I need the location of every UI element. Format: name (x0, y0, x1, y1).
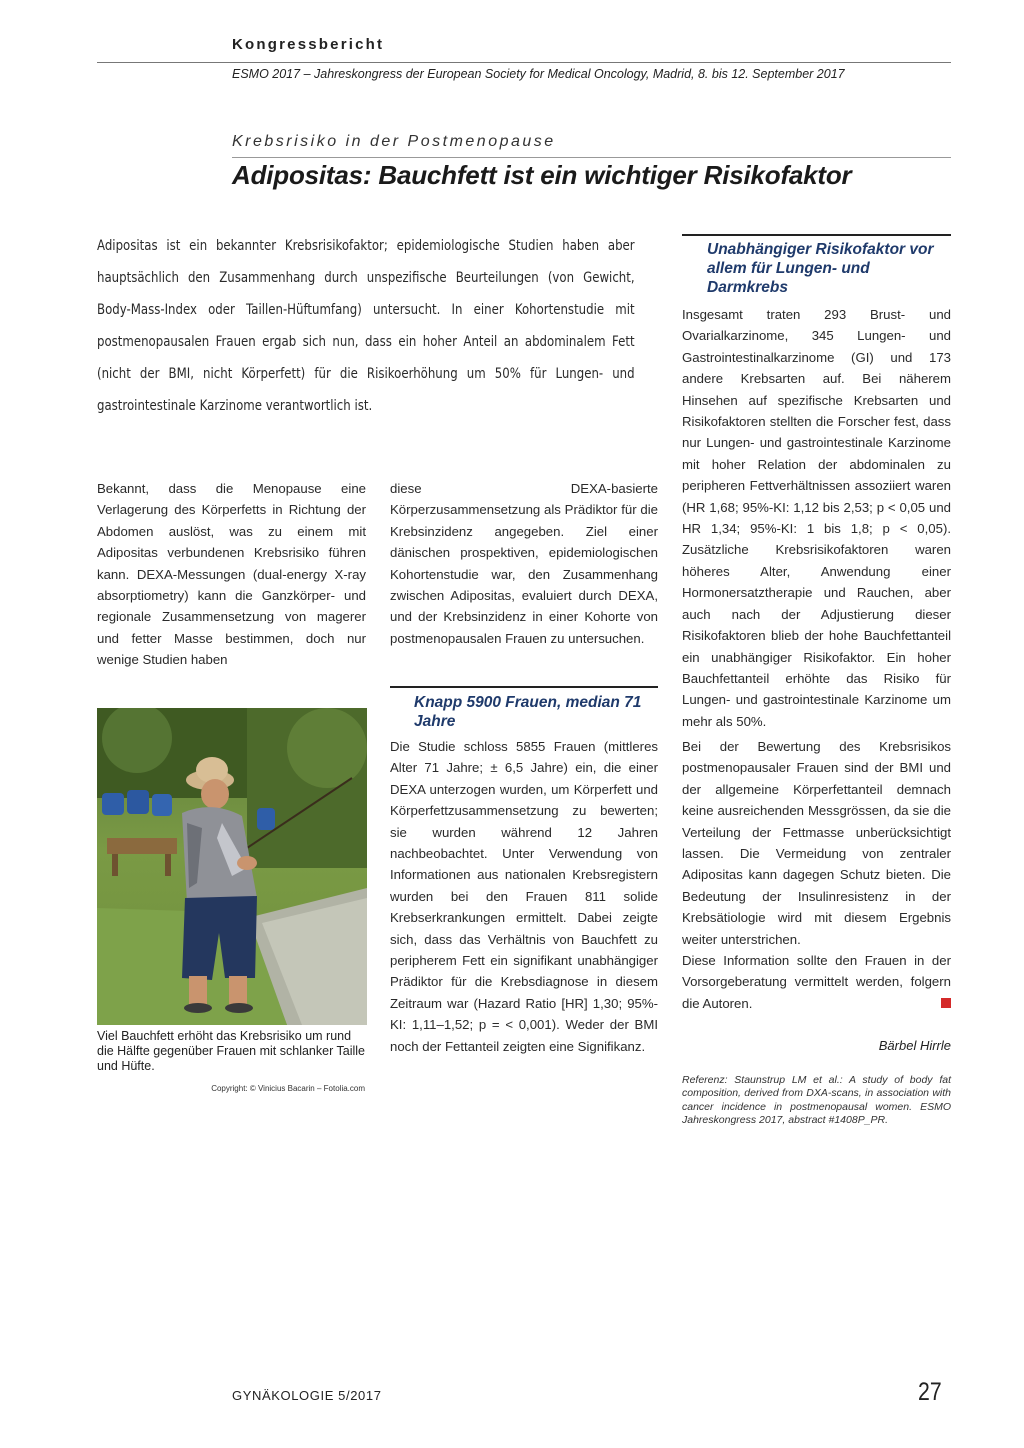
body-column-2-continued: Die Studie schloss 5855 Frauen (mittleres Alter 71 Jahre; ± 6,5 Jahre) ein, die einer DEXA unterzogen wurden, um Körperfett und Körperfettzusammensetzung zu bewerten; sie wurden während 12 Jahren nachbeobachtet. Unter Verwendung von Informationen aus nationalen Krebsregistern wurden bei den Frauen 811 solide Krebserkrankungen ermittelt. Dabei zeigte sich, dass das Verhältnis von Bauchfett zu peripherem Fett ein signifikant unabhängiger Prädiktor für die Krebsdiagnose in diesem Zeitraum war (Hazard Ratio [HR] 1,30; 95%-KI: 1,11–1,52; p = < 0,001). Weder der BMI noch der Fettanteil zeigten eine Signifikanz. (390, 739, 658, 1054)
photo-illustration (97, 708, 367, 1025)
header-divider (97, 62, 951, 63)
article-title: Adipositas: Bauchfett ist ein wichtiger Risikofaktor (232, 160, 852, 190)
article-photo (97, 708, 367, 1025)
reference: Referenz: Staunstrup LM et al.: A study of body fat composition, derived from DXA-scans, in association with cancer incidence in postmenopausal women. ESMO Jahreskongress 2017, abstract #1408P_PR. (682, 1074, 951, 1127)
paragraph-text: Diese Information sollte den Frauen in der Vorsorgeberatung vermittelt werden, folgern die Autoren. (682, 953, 951, 1011)
body-column-1: Bekannt, dass die Menopause eine Verlagerung des Körperfetts in Richtung der Abdomen auslöst, was zu einem mit Adipositas verbundenen Krebsrisiko führen kann. DEXA-Messungen (dual-energy X-ray absorptiometry) kann die Ganzkörper- und regionale Zusammensetzung von magerer und fetter Masse bestimmen, doch nur wenige Studien haben (97, 481, 366, 668)
body-column-3: Insgesamt traten 293 Brust- und Ovarialkarzinome, 345 Lungen- und Gastrointestinalkarzinome (GI) und 173 andere Krebsarten auf. Bei näherem Hinsehen auf spezifische Krebsarten und Risikofaktoren stellten die Forscher fest, dass nur Lungen- und gastrointestinale Karzinome mit hoher Relation der abdominalen zu peripheren Fettverhältnissen assoziiert waren (HR 1,68; 95%-KI: 1,12 bis 2,53; p < 0,05 und HR 1,34; 95%-KI: 1 bis 1,8; p < 0,05). Zusätzliche Krebsrisikofaktoren waren höheres Alter, Anwendung einer Hormonersatztherapie und Rauchen, aber auch nach der Adjustierung dieser Risikofaktoren blieb der hohe Bauchfettanteil ein unabhängiger Risikofaktor. Ein hoher Bauchfettanteil erhöhte das Risiko für Lungen- und gastrointestinale Karzinome um mehr als 50%. (682, 307, 951, 729)
paragraph (682, 950, 951, 1014)
body-column-2: diese DEXA-basierte Körperzusammensetzung als Prädiktor für die Krebsinzidenz angegeben. Ziel einer dänischen prospektiven, epidemiologischen Kohortenstudie war, den Zusammenhang zwischen Adipositas, evaluiert durch DEXA, und der Krebsinzidenz in einer Kohorte von postmenopausalen Frauen zu untersuchen. (390, 481, 658, 646)
event-line: ESMO 2017 – Jahreskongress der European Society for Medical Oncology, Madrid, 8. bis 12. September 2017 (232, 67, 845, 81)
photo-caption: Viel Bauchfett erhöht das Krebsrisiko um rund die Hälfte gegenüber Frauen mit schlanker Taille und Hüfte. (97, 1029, 365, 1073)
end-mark (941, 998, 951, 1008)
author: Bärbel Hirrle (878, 1038, 951, 1053)
series-title: Krebsrisiko in der Postmenopause (232, 133, 556, 150)
subhead-divider (390, 686, 658, 688)
series-divider (232, 157, 951, 158)
footer-journal: GYNÄKOLOGIE 5/2017 (232, 1388, 382, 1403)
subhead-cohort: Knapp 5900 Frauen, median 71 Jahre (414, 694, 642, 730)
section-label: Kongressbericht (232, 36, 385, 53)
subhead-divider (682, 234, 951, 236)
paragraph: Bei der Bewertung des Krebsrisikos postmenopausaler Frauen sind der BMI und der allgemeine Körperfettanteil demnach keine ausreichenden Messgrössen, da sie die Verteilung der Fettmasse unberücksichtigt lassen. Die Vermeidung von zentraler Adipositas kann dagegen Schutz bieten. Die Bedeutung der Insulinresistenz in der Krebsätiologie wird mit diesem Ergebnis weiter unterstrichen. (682, 739, 951, 947)
lead-paragraph: Adipositas ist ein bekannter Krebsrisikofaktor; epidemiologische Studien haben aber hauptsächlich den Zusammenhang durch unspezifische Beurteilungen (von Gewicht, Body-Mass-Index oder Taillen-Hüftumfang) untersucht. In einer Kohortenstudie mit postmenopausalen Frauen ergab sich nun, dass ein hoher Anteil an abdominalem Fett (nicht der BMI, nicht Körperfett) für die Risikoerhöhung um 50% für Lungen- und gastrointestinale Karzinome verantwortlich ist. (97, 238, 635, 414)
page-number: 27 (918, 1378, 942, 1406)
subhead-risk-factor: Unabhängiger Risikofaktor vor allem für Lungen- und Darmkrebs (707, 241, 934, 296)
body-column-3-continued (682, 736, 951, 1014)
photo-copyright: Copyright: © Vinicius Bacarin – Fotolia.com (211, 1084, 365, 1093)
